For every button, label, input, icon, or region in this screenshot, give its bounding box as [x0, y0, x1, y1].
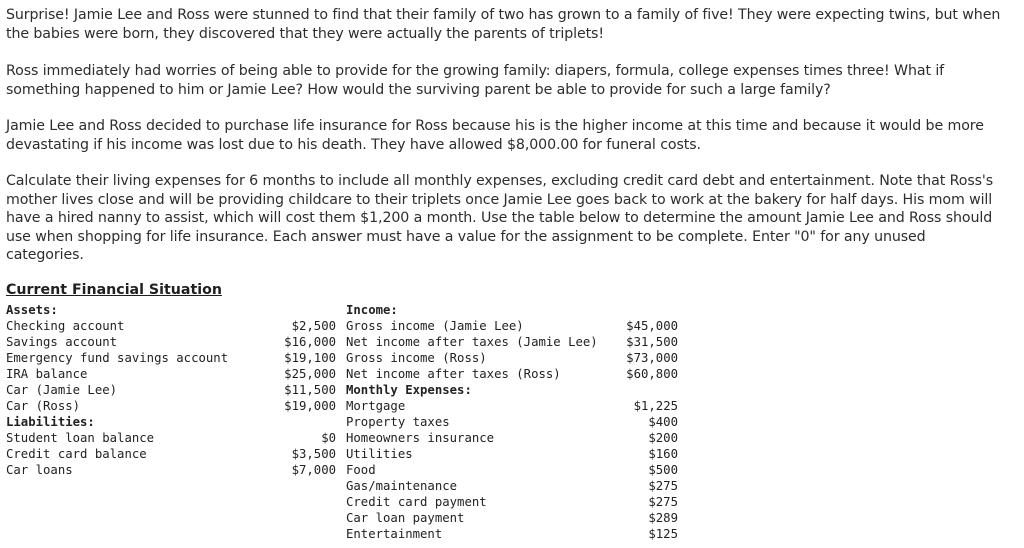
income-expenses-row-amount: $73,000 — [626, 351, 678, 365]
assets-liabilities-row-amount: $3,500 — [291, 447, 336, 461]
income-expenses-row-label: Net income after taxes (Ross) — [346, 367, 561, 381]
income-expenses-row-amount: $160 — [648, 447, 678, 461]
decision-paragraph: Jamie Lee and Ross decided to purchase life insurance for Ross because his is the higher income at this time and because it would be more devastating if his income was lost due to his death. They have allowed $8,000.00 for funeral costs. — [6, 118, 984, 153]
income-expenses-row-label: Mortgage — [346, 399, 406, 413]
assets-liabilities-row-amount: $25,000 — [284, 367, 336, 381]
assets-liabilities-row-amount: $2,500 — [291, 319, 336, 333]
assets-liabilities-row-amount: $7,000 — [291, 463, 336, 477]
assets-liabilities-row-amount: $0 — [321, 431, 336, 445]
assets-liabilities-row-amount: $11,500 — [284, 383, 336, 397]
income-expenses-row-amount: $200 — [648, 431, 678, 445]
income-expenses-row-label: Car loan payment — [346, 511, 465, 525]
income-expenses-row-amount: $275 — [648, 495, 678, 509]
income-expenses-row-label: Property taxes — [346, 415, 450, 429]
assets-liabilities-row-label: IRA balance — [6, 367, 88, 381]
assets-liabilities-row-amount: $19,100 — [284, 351, 336, 365]
income-expenses-row-amount: $60,800 — [626, 367, 678, 381]
income-expenses-row-label: Gross income (Jamie Lee) — [346, 319, 524, 333]
assets-liabilities-row-label: Car loans — [6, 463, 73, 477]
income-expenses-row-amount: $400 — [648, 415, 678, 429]
assets-liabilities-row-label: Car (Ross) — [6, 399, 81, 413]
income-expenses-row-label: Entertainment — [346, 527, 443, 541]
assets-liabilities-row-amount: $19,000 — [284, 399, 336, 413]
worries-paragraph: Ross immediately had worries of being able to provide for the growing family: diapers, formula, college expenses times three! What if something happened to him or Jamie Lee? How would the surviving parent be able to provide for such a large family? — [6, 63, 945, 98]
assets-liabilities-row-label: Car (Jamie Lee) — [6, 383, 118, 397]
income-expenses-row-amount: $125 — [648, 527, 678, 541]
income-expenses-row-amount: $289 — [648, 511, 678, 525]
income-expenses-row-label: Monthly Expenses: — [346, 383, 472, 397]
income-expenses-row-label: Credit card payment — [346, 495, 487, 509]
instructions-paragraph: Calculate their living expenses for 6 months to include all monthly expenses, excluding credit card debt and entertainment. Note that Ross's mother lives close and will be providing childcare to their triplets once Jamie Lee goes back to work at the bakery for half days. His mom will have a hired nanny to assist, which will cost them $1,200 a month. Use the table below to determine the amount Jamie Lee and Ross should use when shopping for life insurance. Each answer must have a value for the assignment to be complete. Enter "0" for any unused categories. — [6, 173, 994, 263]
income-expenses-row-label: Food — [346, 463, 376, 477]
income-expenses-row-label: Net income after taxes (Jamie Lee) — [346, 335, 598, 349]
assets-liabilities-row-label: Savings account — [6, 335, 118, 349]
income-expenses-row-amount: $1,225 — [633, 399, 678, 413]
income-expenses-row-label: Utilities — [346, 447, 413, 461]
income-expenses-row-amount: $45,000 — [626, 319, 678, 333]
income-expenses-row-label: Income: — [346, 303, 398, 317]
assets-liabilities-row-label: Liabilities: — [6, 415, 95, 429]
income-expenses-row-label: Gas/maintenance — [346, 479, 458, 493]
assets-liabilities-row-amount: $16,000 — [284, 335, 336, 349]
income-expenses-row-amount: $31,500 — [626, 335, 678, 349]
assets-liabilities-row-label: Checking account — [6, 319, 125, 333]
assets-liabilities-row-label: Assets: — [6, 303, 58, 317]
income-expenses-row-amount: $500 — [648, 463, 678, 477]
income-expenses-row-label: Gross income (Ross) — [346, 351, 487, 365]
intro-paragraph: Surprise! Jamie Lee and Ross were stunned to find that their family of two has grown to a family of five! They were expecting twins, but when the babies were born, they discovered that they were actually the parents of triplets! — [6, 7, 1001, 42]
section-heading: Current Financial Situation — [6, 282, 222, 298]
assets-liabilities-row-label: Emergency fund savings account — [6, 351, 229, 365]
income-expenses-row-amount: $275 — [648, 479, 678, 493]
assets-liabilities-row-label: Credit card balance — [6, 447, 147, 461]
assets-liabilities-row-label: Student loan balance — [6, 431, 155, 445]
income-expenses-row-label: Homeowners insurance — [346, 431, 495, 445]
